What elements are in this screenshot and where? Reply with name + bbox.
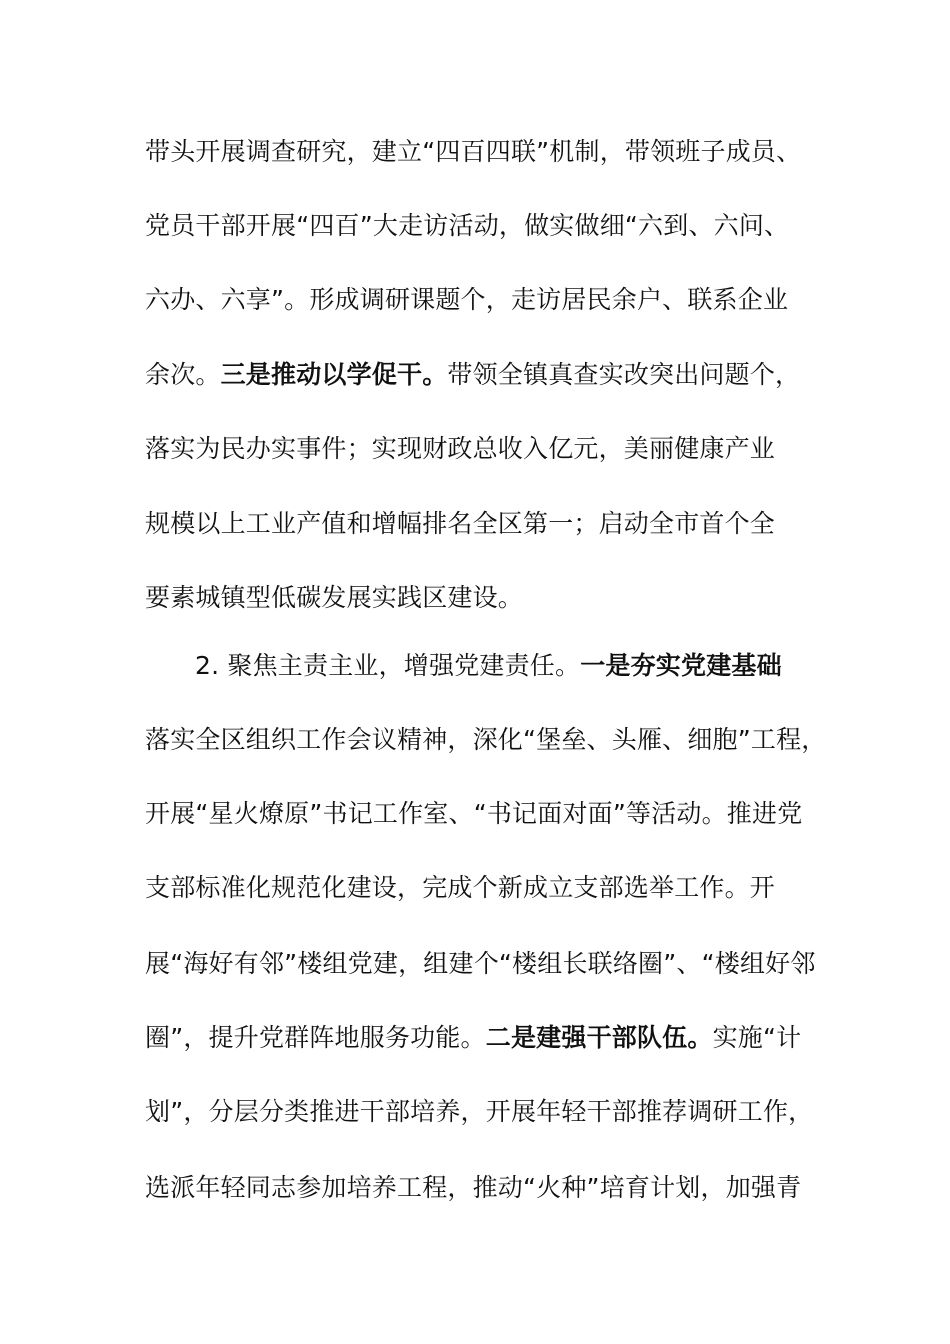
bold-heading-segment: 三是推动以学促干。 (220, 360, 448, 389)
text-segment: 圈”，提升党群阵地服务功能。 (145, 1023, 486, 1052)
text-line (145, 948, 845, 980)
text-segment: 余次。 (145, 360, 221, 389)
text-line (145, 210, 845, 242)
text-line (145, 724, 845, 756)
text-line (145, 582, 845, 614)
text-segment: 落实为民办实事件；实现财政总收入亿元，美丽健康产业 (145, 434, 776, 463)
text-segment: 开展“星火燎原”书记工作室、“书记面对面”等活动。推进党 (145, 799, 803, 828)
text-segment: 2. 聚焦主责主业，增强党建责任。 (195, 651, 581, 680)
text-segment: 党员干部开展“四百”大走访活动，做实做细“六到、六问、 (145, 211, 790, 240)
text-line (145, 1022, 845, 1054)
bold-heading-segment: 二是建强干部队伍。 (485, 1023, 713, 1052)
text-line (145, 798, 845, 830)
text-line (145, 1172, 845, 1204)
text-segment: 带领全镇真查实改突出问题个， (447, 360, 801, 389)
text-segment: 要素城镇型低碳发展实践区建设。 (145, 583, 524, 612)
text-line (145, 284, 845, 316)
text-line (145, 433, 845, 465)
text-segment: 展“海好有邻”楼组党建，组建个“楼组长联络圈”、“楼组好邻 (145, 949, 816, 978)
text-line (145, 508, 845, 540)
text-segment: 六办、六享”。形成调研课题个，走访居民余户、联系企业 (145, 285, 789, 314)
text-line (145, 1096, 845, 1128)
text-line (145, 872, 845, 904)
bold-heading-segment: 一是夯实党建基础 (580, 651, 782, 680)
paragraph-start-line (195, 650, 895, 682)
text-segment: 带头开展调查研究，建立“四百四联”机制，带领班子成员、 (145, 137, 802, 166)
text-segment: 规模以上工业产值和增幅排名全区第一；启动全市首个全 (145, 509, 776, 538)
text-line (145, 359, 845, 391)
text-line (145, 136, 845, 168)
text-segment: 选派年轻同志参加培养工程，推动“火种”培育计划，加强青 (145, 1173, 802, 1202)
text-segment: 支部标准化规范化建设，完成个新成立支部选举工作。开 (145, 873, 776, 902)
text-segment: 划”，分层分类推进干部培养，开展年轻干部推荐调研工作， (145, 1097, 814, 1126)
text-segment: 实施“计 (712, 1023, 802, 1052)
text-segment: 落实全区组织工作会议精神，深化“堡垒、头雁、细胞”工程， (145, 725, 827, 754)
